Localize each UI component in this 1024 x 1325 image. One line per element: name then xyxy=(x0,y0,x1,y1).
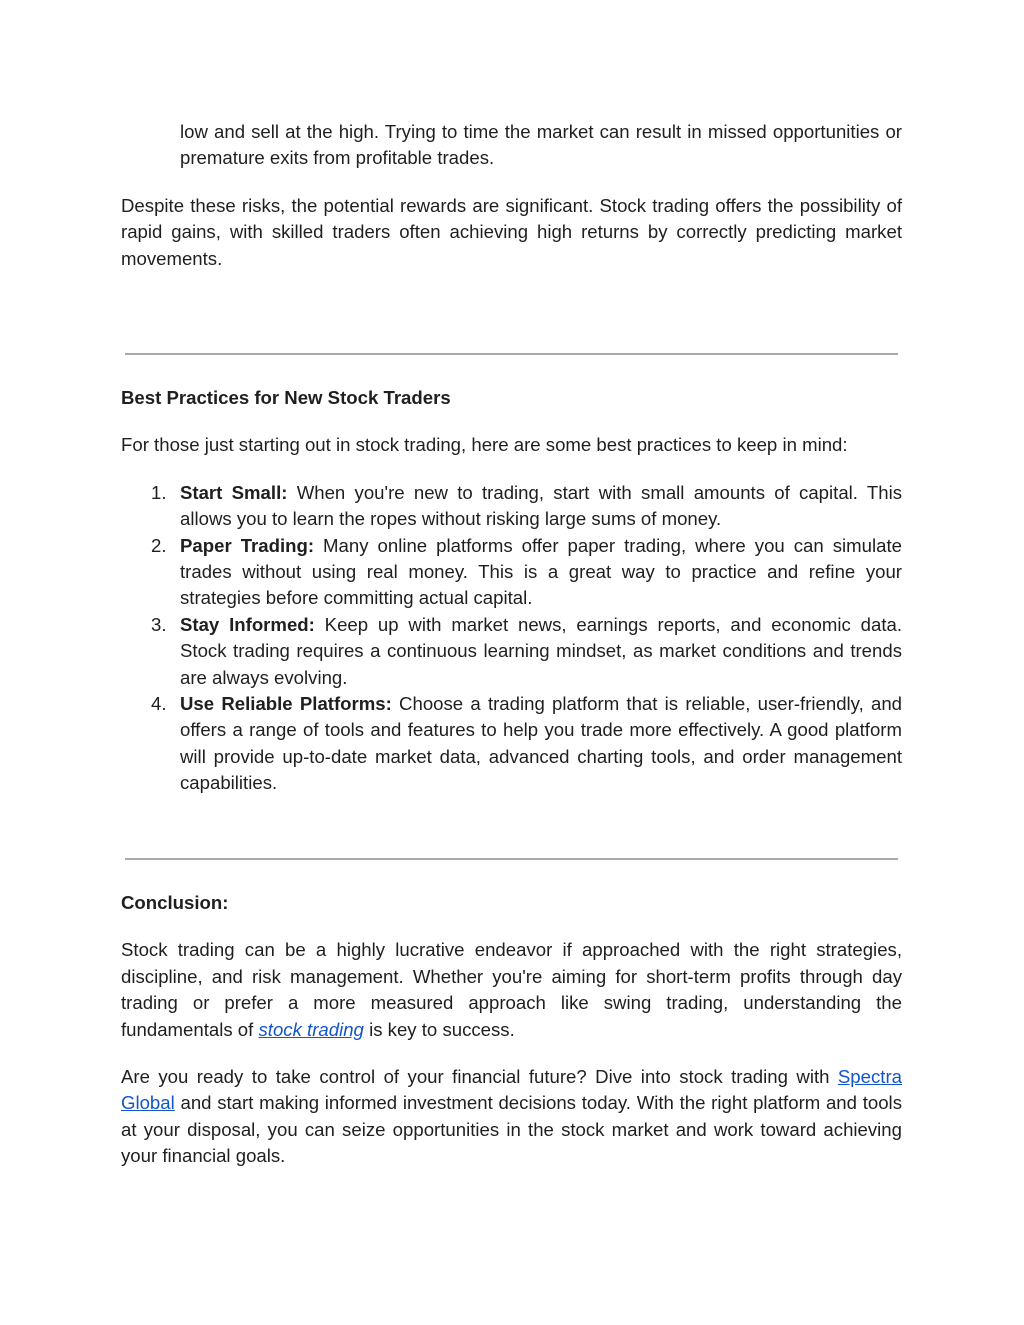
list-item-title: Start Small: xyxy=(180,481,288,503)
list-item-text: Many online platforms offer paper trading, where you can simulate trades without using real money. This is a great way to practice and refine your strategies before committing actual capital. xyxy=(180,534,902,609)
best-practices-lead: For those just starting out in stock trading, here are some best practices to keep in mind: xyxy=(121,434,848,456)
conclusion-heading: Conclusion: xyxy=(121,892,229,913)
list-item-title: Paper Trading: xyxy=(180,534,315,556)
conclusion-text: is key to success. xyxy=(363,1018,515,1040)
continued-list-text: low and sell at the high. Trying to time the market can result in missed opportunities or premature exits from profitable trades. xyxy=(180,121,902,169)
list-item xyxy=(121,533,902,612)
list-item xyxy=(121,480,902,533)
conclusion-text: Stock trading can be a highly lucrative endeavor if approached with the right strategies, discipline, and risk management. Whether you're aiming for short-term profits through day trading or prefer a more measured approach like swing trading, understanding the fundamentals of xyxy=(121,939,902,1040)
spectra-global-link[interactable]: Spectra Global xyxy=(121,1066,902,1114)
best-practices-heading: Best Practices for New Stock Traders xyxy=(121,387,451,408)
rewards-paragraph: Despite these risks, the potential rewards are significant. Stock trading offers the possibility of rapid gains, with skilled traders often achieving high returns by correctly predicting market movements. xyxy=(121,194,902,269)
intro-section xyxy=(121,119,902,272)
list-number: 1. xyxy=(151,481,167,503)
list-item-text: Keep up with market news, earnings reports, and economic data. Stock trading requires a continuous learning mindset, as market conditions and trends are always evolving. xyxy=(180,613,902,688)
list-number: 4. xyxy=(151,693,167,715)
list-item-title: Stay Informed: xyxy=(180,613,315,635)
cta-text: Are you ready to take control of your financial future? Dive into stock trading with xyxy=(121,1066,838,1088)
list-item-text: When you're new to trading, start with small amounts of capital. This allows you to learn the ropes without risking large sums of money. xyxy=(180,481,903,530)
cta-text: and start making informed investment decisions today. With the right platform and tools at your disposal, you can seize opportunities in the stock market and work toward achieving your financial goals. xyxy=(121,1092,902,1167)
conclusion-paragraph xyxy=(121,937,902,1043)
section-divider xyxy=(125,858,898,860)
best-practices-section xyxy=(121,385,902,797)
list-item xyxy=(121,612,902,691)
best-practices-list xyxy=(121,480,902,797)
list-item xyxy=(121,691,902,797)
call-to-action-paragraph xyxy=(121,1064,902,1170)
list-number: 3. xyxy=(151,613,167,635)
list-item-text: Choose a trading platform that is reliable, user-friendly, and offers a range of tools and features to help you trade more effectively. A good platform will provide up-to-date market data, advanced charting tools, and order management capabilities. xyxy=(180,693,902,794)
section-divider xyxy=(125,353,898,355)
conclusion-section xyxy=(121,890,902,1170)
list-number: 2. xyxy=(151,534,167,556)
stock-trading-link[interactable]: stock trading xyxy=(258,1018,364,1040)
list-item-title: Use Reliable Platforms: xyxy=(180,693,392,715)
